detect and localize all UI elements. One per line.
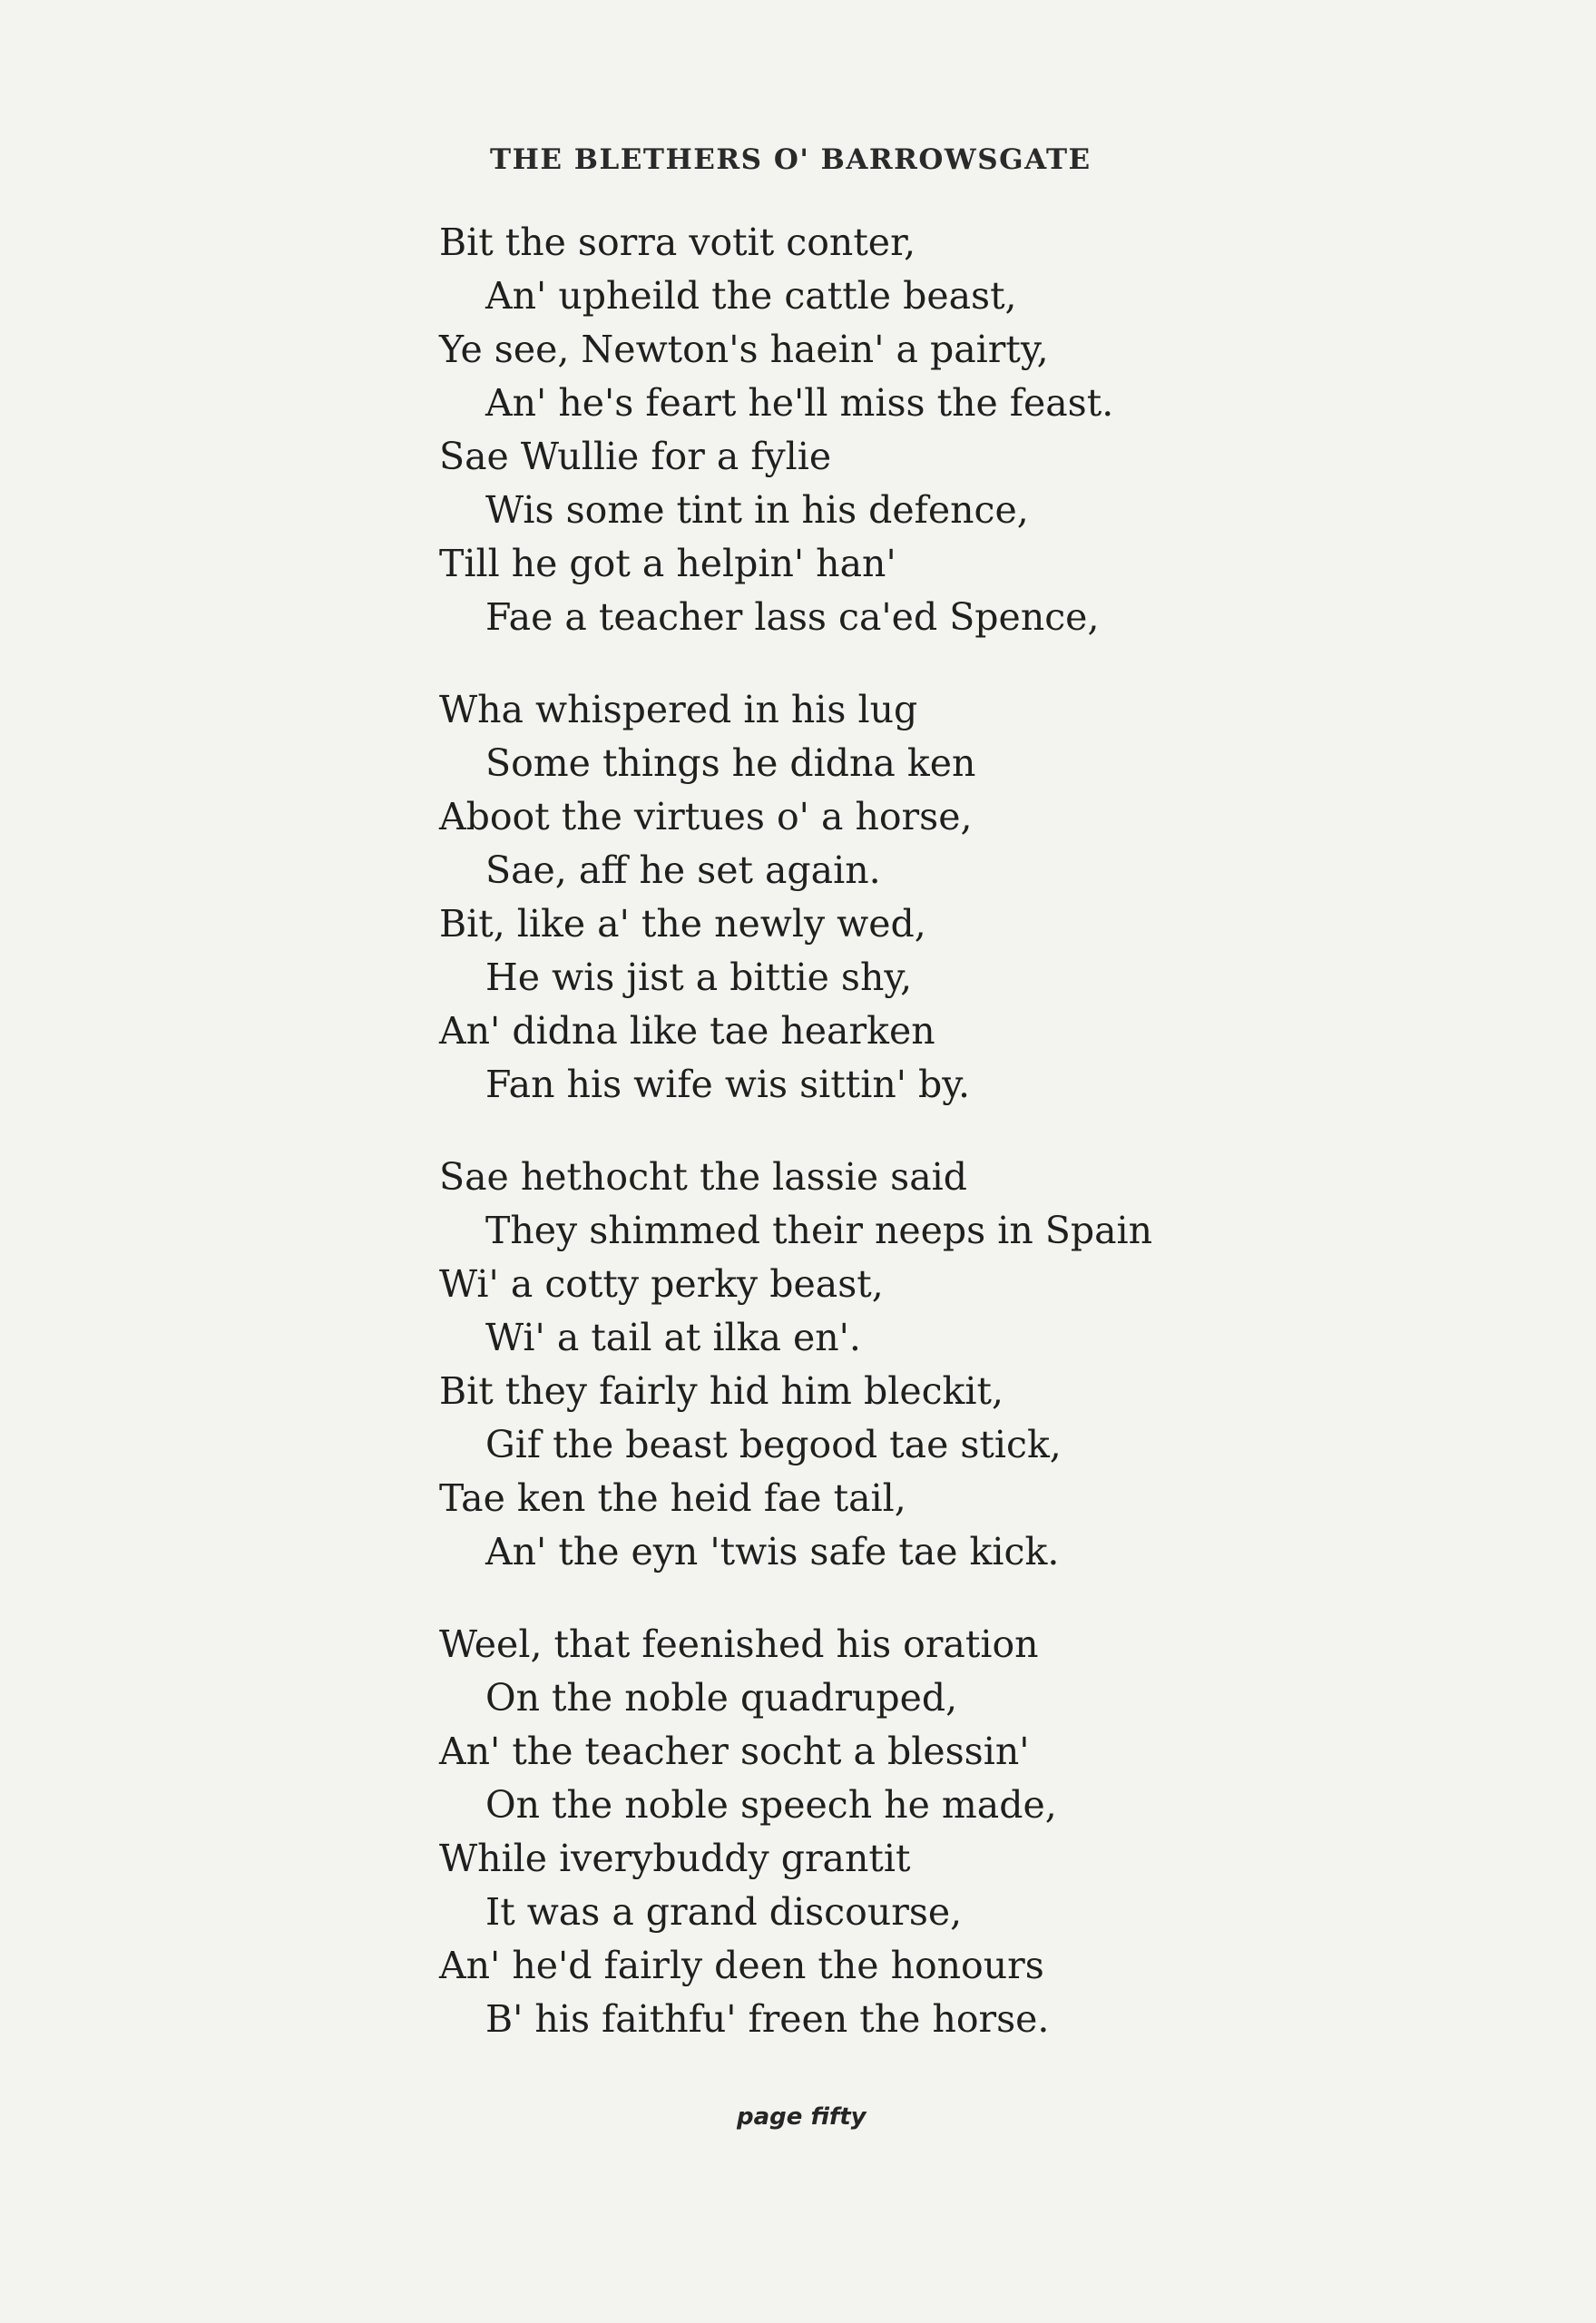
verse-line: An' he's feart he'll miss the feast. <box>485 381 1114 425</box>
verse-line: Wi' a cotty perky beast, <box>439 1262 884 1306</box>
verse-line: Bit the sorra votit conter, <box>439 221 916 264</box>
verse-line: Sae, aff he set again. <box>485 848 881 892</box>
verse-line: Wi' a tail at ilka en'. <box>485 1316 861 1359</box>
verse-line: Fan his wife wis sittin' by. <box>485 1063 971 1106</box>
verse-line: Weel, that feenished his oration <box>439 1622 1039 1666</box>
verse-line: Bit they fairly hid him bleckit, <box>439 1369 1004 1413</box>
stanza-1 <box>439 216 1474 644</box>
verse-line: They shimmed their neeps in Spain <box>485 1209 1153 1252</box>
verse-line: An' the teacher socht a blessin' <box>439 1730 1030 1773</box>
verse-line: Bit, like a' the newly wed, <box>439 902 926 946</box>
stanza-3 <box>439 1151 1474 1579</box>
verse-line: Some things he didna ken <box>485 741 976 785</box>
verse-line: An' the eyn 'twis safe tae kick. <box>485 1530 1060 1573</box>
verse-line: Aboot the virtues o' a horse, <box>439 795 973 838</box>
verse-line: An' upheild the cattle beast, <box>485 274 1017 318</box>
verse-line: B' his faithfu' freen the horse. <box>485 1997 1050 2041</box>
stanza-4 <box>439 1618 1474 2046</box>
verse-line: He wis jist a bittie shy, <box>485 956 913 999</box>
verse-line: Tae ken the heid fae tail, <box>439 1476 906 1520</box>
verse-line: While iverybuddy grantit <box>439 1837 911 1880</box>
verse-line: Gif the beast begood tae stick, <box>485 1423 1062 1466</box>
verse-line: Sae Wullie for a fylie <box>439 435 832 478</box>
verse-line: Wis some tint in his defence, <box>485 488 1029 532</box>
verse-line: Ye see, Newton's haein' a pairty, <box>439 328 1049 371</box>
verse-line: Wha whispered in his lug <box>439 688 918 731</box>
page-number: page fifty <box>737 2103 867 2131</box>
verse-line: Till he got a helpin' han' <box>439 542 896 585</box>
stanza-2 <box>439 683 1474 1112</box>
poem-body <box>439 216 1474 2046</box>
verse-line: An' didna like tae hearken <box>439 1009 935 1053</box>
verse-line: An' he'd fairly deen the honours <box>439 1944 1044 1987</box>
verse-line: Fae a teacher lass ca'ed Spence, <box>485 595 1100 639</box>
verse-line: On the noble quadruped, <box>485 1676 958 1720</box>
verse-line: Sae hethocht the lassie said <box>439 1155 968 1199</box>
verse-line: It was a grand discourse, <box>485 1890 963 1934</box>
verse-line: On the noble speech he made, <box>485 1783 1057 1827</box>
running-head: THE BLETHERS O' BARROWSGATE <box>490 143 1092 176</box>
